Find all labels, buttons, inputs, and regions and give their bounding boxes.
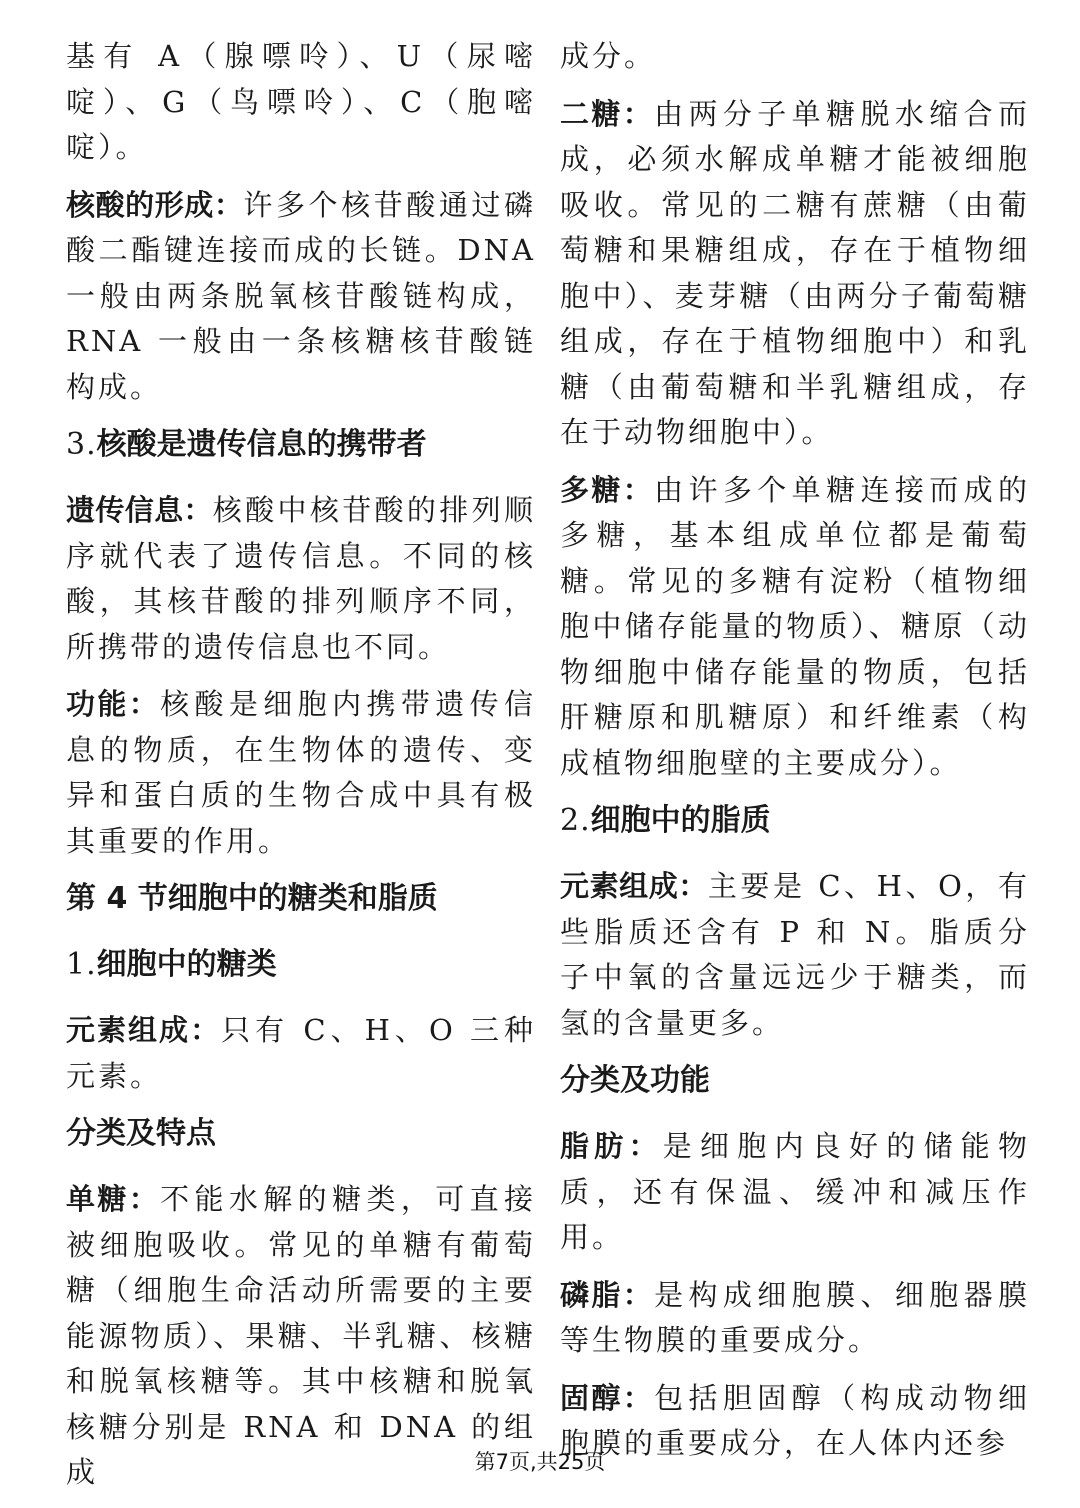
paragraph [66, 34, 536, 171]
term-label: 元素组成： [560, 869, 708, 903]
paragraph-text: 基有 A（腺嘌呤）、U（尿嘧啶）、G（鸟嘌呤）、C（胞嘧啶）。 [66, 39, 536, 164]
paragraph [560, 92, 1030, 456]
heading-number: 3. [66, 427, 97, 462]
paragraph [560, 34, 1030, 80]
left-column [66, 34, 536, 1508]
section-heading [66, 1111, 536, 1157]
section-heading [66, 422, 536, 468]
paragraph-text: 由许多个单糖连接而成的多糖，基本组成单位都是葡萄糖。常见的多糖有淀粉（植物细胞中储存能量的物质）、糖原（动物细胞中储存能量的物质，包括肝糖原和肌糖原）和纤维素（构成植物细胞壁的主要成分）。 [560, 472, 1030, 780]
paragraph [560, 468, 1030, 787]
paragraph [560, 1124, 1030, 1261]
right-column [560, 34, 1030, 1479]
paragraph [560, 864, 1030, 1046]
heading-text: 分类及特点 [66, 1116, 216, 1151]
paragraph [66, 183, 536, 411]
paragraph-text: 许多个核苷酸通过磷酸二酯键连接而成的长链。DNA 一般由两条脱氧核苷酸链构成，RNA 一般由一条核糖核苷酸链构成。 [66, 187, 536, 404]
section-heading [560, 798, 1030, 844]
paragraph-text: 由两分子单糖脱水缩合而成，必须水解成单糖才能被细胞吸收。常见的二糖有蔗糖（由葡萄糖和果糖组成，存在于植物细胞中）、麦芽糖（由两分子葡萄糖组成，存在于植物细胞中）和乳糖（由葡萄糖和半乳糖组成，存在于动物细胞中）。 [560, 96, 1030, 449]
paragraph-text: 不能水解的糖类，可直接被细胞吸收。常见的单糖有葡萄糖（细胞生命活动所需要的主要能源物质）、果糖、半乳糖、核糖和脱氧核糖等。其中核糖和脱氧核糖分别是 RNA 和 DNA 的组成 [66, 1182, 536, 1489]
paragraph-text: 主要是 C、H、O，有些脂质还含有 P 和 N。脂质分子中氧的含量远远少于糖类，而氢的含量更多。 [560, 869, 1030, 1040]
paragraph [66, 682, 536, 864]
heading-text: 分类及功能 [560, 1063, 710, 1098]
term-label: 核酸的形成： [66, 187, 244, 222]
paragraph-text: 只有 C、H、O 三种元素。 [66, 1013, 536, 1093]
term-label: 元素组成： [66, 1013, 222, 1047]
term-label: 固醇： [560, 1380, 655, 1415]
heading-text: 核酸是遗传信息的携带者 [96, 427, 427, 462]
paragraph [66, 1008, 536, 1099]
paragraph-text: 是细胞内良好的储能物质，还有保温、缓冲和减压作用。 [560, 1129, 1030, 1254]
heading-text: 细胞中的脂质 [590, 803, 771, 838]
paragraph-text: 成分。 [560, 39, 657, 73]
section-heading [66, 942, 536, 988]
heading-number: 2. [560, 803, 591, 838]
term-label: 功能： [66, 687, 161, 721]
paragraph [66, 488, 536, 670]
term-label: 磷脂： [560, 1277, 655, 1312]
section-heading [560, 1058, 1030, 1104]
heading-text: 细胞中的糖类 [96, 947, 277, 982]
heading-number: 1. [66, 947, 97, 982]
section-heading [66, 876, 536, 922]
term-label: 遗传信息： [66, 493, 213, 527]
paragraph-text: 是构成细胞膜、细胞器膜等生物膜的重要成分。 [560, 1277, 1030, 1357]
heading-text: 第 4 节细胞中的糖类和脂质 [66, 881, 438, 916]
term-label: 脂肪： [560, 1129, 663, 1163]
page-footer: 第7页,共25页 [474, 1450, 606, 1474]
paragraph-text: 核酸是细胞内携带遗传信息的物质，在生物体的遗传、变异和蛋白质的生物合成中具有极其重要的作用。 [66, 687, 536, 858]
paragraph-text: 包括胆固醇（构成动物细胞膜的重要成分，在人体内还参 [560, 1380, 1030, 1460]
paragraph [560, 1273, 1030, 1364]
paragraph-text: 核酸中核苷酸的排列顺序就代表了遗传信息。不同的核酸，其核苷酸的排列顺序不同，所携带的遗传信息也不同。 [66, 493, 536, 664]
term-label: 二糖： [560, 96, 655, 131]
term-label: 多糖： [560, 472, 655, 507]
term-label: 单糖： [66, 1182, 161, 1216]
